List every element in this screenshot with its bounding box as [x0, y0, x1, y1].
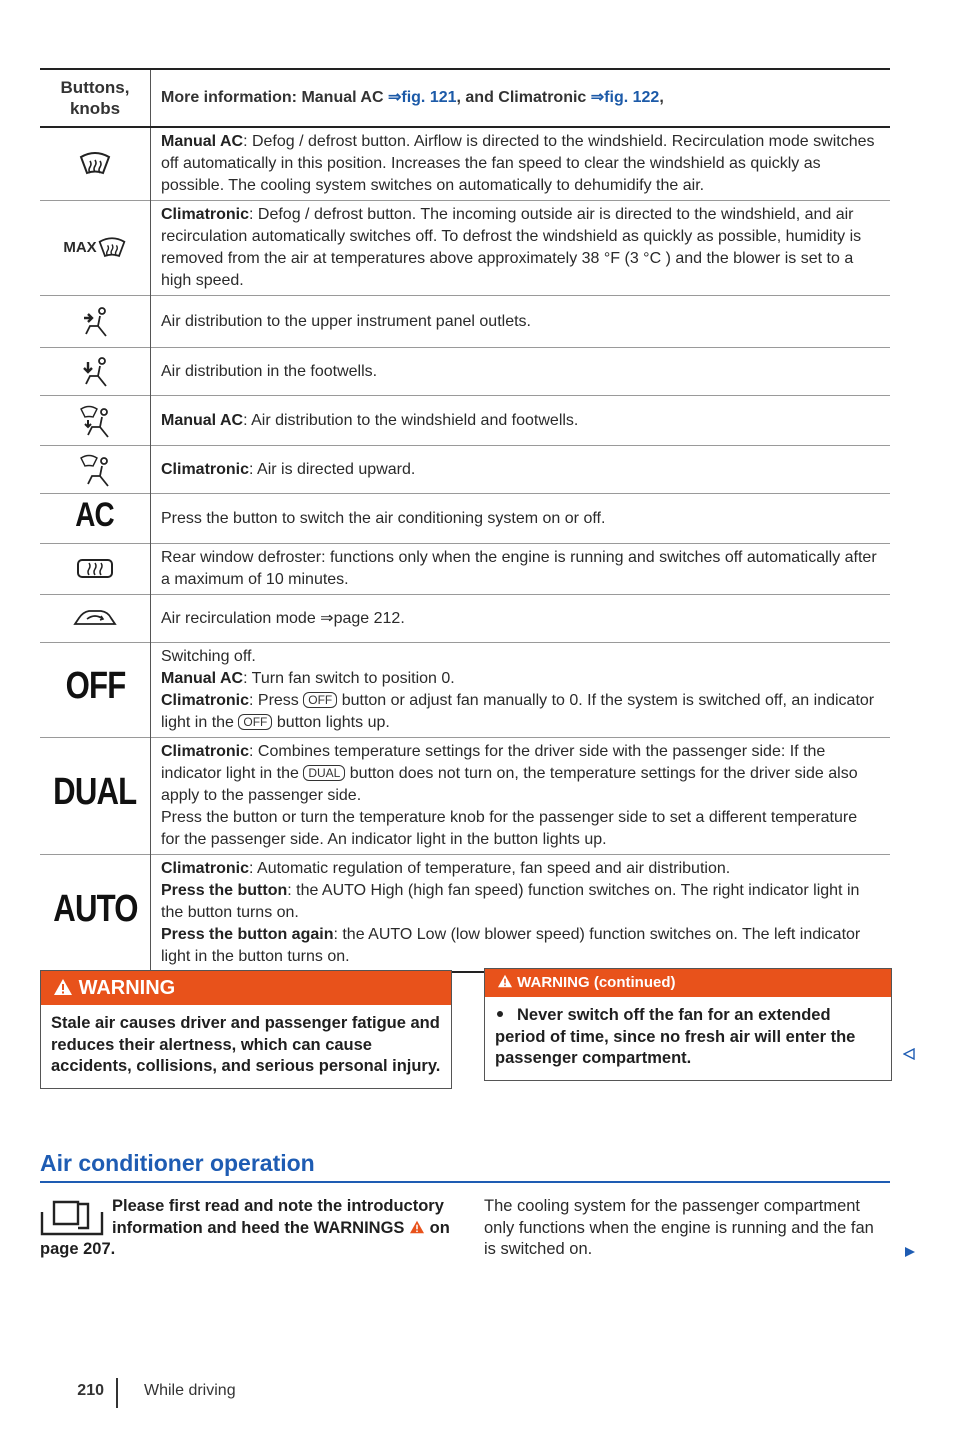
max-defrost-icon [97, 236, 127, 260]
row-description: : Air distribution to the windshield and footwells. [243, 411, 579, 429]
row-text [151, 595, 891, 643]
table-row [40, 494, 890, 544]
auto-text-1: : Automatic regulation of temperature, fan speed and air distribution. [249, 860, 731, 877]
symbol-cell [40, 855, 151, 973]
symbol-cell [40, 643, 151, 738]
air-upward-icon [78, 453, 112, 487]
row-description: : Air is directed upward. [249, 460, 416, 478]
symbol-cell [40, 127, 151, 201]
off-key-label-2: OFF [238, 714, 272, 730]
controls-table [40, 68, 890, 973]
warning-continued-box [484, 968, 892, 1081]
air-upper-outlets-icon [78, 306, 112, 338]
air-footwell-icon [78, 356, 112, 388]
table-row [40, 396, 890, 446]
symbol-cell [40, 348, 151, 396]
row-description: Press the button to switch the air conditioning system on or off. [161, 509, 606, 527]
symbol-cell [40, 296, 151, 348]
warning-triangle-icon [497, 974, 513, 988]
table-row [40, 643, 890, 738]
symbol-cell [40, 738, 151, 855]
row-text [151, 127, 891, 201]
header-buttons-knobs [40, 69, 151, 127]
off-line3b: button or adjust fan manually to 0. If the system is switched off, an indicator light in the [161, 692, 875, 731]
warning-title: WARNING [78, 977, 176, 999]
section-title: Air conditioner operation [40, 1150, 890, 1183]
row-text [151, 738, 891, 855]
ac-symbol: AC [75, 496, 115, 534]
warning-box [40, 970, 452, 1089]
max-label: MAX [63, 239, 97, 256]
row-text [151, 201, 891, 296]
dual-text-b: button does not turn on, the temperature settings for the driver side also apply to the passenger side. [161, 765, 858, 804]
warning-body: Stale air causes driver and passenger fatigue and reduces their alertness, which can cause accidents, collisions, and serious personal injury. [51, 1014, 441, 1075]
table-row [40, 738, 890, 855]
row-bold-label: Climatronic [161, 460, 250, 478]
row-bold-label: Climatronic [161, 743, 250, 760]
row-bold-label: Press the button again [161, 926, 334, 943]
header-more-info [151, 69, 891, 127]
continue-arrow-icon [904, 1246, 916, 1258]
auto-text-3: : the AUTO Low (low blower speed) function switches on. The left indicator light in the button turns on. [161, 926, 861, 965]
air-recirculation-icon [71, 607, 119, 629]
dual-key-label: DUAL [303, 765, 345, 781]
symbol-cell [40, 544, 151, 595]
row-bold-label: Manual AC [161, 670, 244, 687]
off-line3a: : Press [249, 692, 304, 709]
table-row [40, 296, 890, 348]
header-and-text: , and Climatronic [456, 89, 591, 106]
row-description: Air distribution in the footwells. [161, 362, 378, 380]
row-bold-label: Climatronic [161, 206, 250, 223]
row-text [151, 446, 891, 494]
symbol-cell [40, 595, 151, 643]
windshield-defrost-icon [78, 151, 112, 177]
fig-122-link[interactable]: ⇒fig. 122 [590, 89, 660, 106]
dual-text-2: Press the button or turn the temperature knob for the passenger side to set a different temperature for the passenger side. An indicator light in the button lights up. [161, 809, 858, 848]
symbol-cell [40, 396, 151, 446]
row-text [151, 544, 891, 595]
air-windshield-footwell-icon [78, 404, 112, 438]
row-text [151, 643, 891, 738]
auto-text-2: : the AUTO High (high fan speed) function switches on. The right indicator light in the button turns on. [161, 882, 860, 921]
row-bold-label: Manual AC [161, 411, 244, 429]
row-bold-label: Climatronic [161, 692, 250, 709]
intro-note [40, 1196, 450, 1261]
row-text [151, 855, 891, 973]
warning-continued-title: WARNING (continued) [517, 974, 676, 991]
header-label-line1: Buttons, [60, 78, 130, 97]
fig-121-link[interactable]: ⇒fig. 121 [387, 89, 457, 106]
header-tail: , [659, 89, 664, 106]
header-more-text: More information: Manual AC [161, 89, 388, 106]
row-description: Air recirculation mode ⇒page 212. [161, 609, 405, 627]
bullet-icon [497, 1011, 503, 1017]
row-description: Air distribution to the upper instrument panel outlets. [161, 312, 531, 330]
section-end-triangle-icon [903, 1048, 915, 1060]
warning-triangle-icon [53, 978, 73, 996]
footer-section-name: While driving [144, 1382, 236, 1399]
table-row [40, 446, 890, 494]
header-label-line2: knobs [69, 99, 121, 118]
row-text [151, 348, 891, 396]
symbol-cell [40, 494, 151, 544]
warning-continued-header [485, 969, 891, 997]
warning-continued-body [485, 997, 891, 1080]
row-text [151, 494, 891, 544]
table-row [40, 544, 890, 595]
symbol-cell [40, 446, 151, 494]
row-text [151, 396, 891, 446]
intro-text: Please first read and note the introductory information and heed the WARNINGS [112, 1197, 444, 1237]
row-description: : Defog / defrost button. The incoming outside air is directed to the windshield, and air recirculation automatically switches off. To defrost the windshield as quickly as possible, humidity is removed from the air at temperatures above approximately 38 °F (3 °C ) and the blower is set to a high speed. [161, 206, 862, 289]
row-bold-label: Press the button [161, 882, 288, 899]
off-line3c: button lights up. [272, 714, 390, 731]
rear-defroster-icon [76, 558, 114, 580]
symbol-cell [40, 201, 151, 296]
dual-text-a: : Combines temperature settings for the driver side with the passenger side: If the indicator light in the [161, 743, 826, 782]
warning-bullet-text: Never switch off the fan for an extended period of time, since no fresh air will enter the passenger compartment. [495, 1006, 856, 1067]
table-row [40, 127, 890, 201]
auto-symbol: AUTO [52, 888, 138, 930]
off-line2: : Turn fan switch to position 0. [243, 670, 455, 687]
footer-divider [116, 1378, 118, 1408]
off-line1: Switching off. [161, 648, 256, 665]
table-row [40, 855, 890, 973]
off-key-label: OFF [303, 692, 337, 708]
row-description: Rear window defroster: functions only when the engine is running and switches off automatically after a maximum of 10 minutes. [161, 549, 877, 588]
warning-header [41, 971, 451, 1005]
row-description: : Defog / defrost button. Airflow is directed to the windshield. Recirculation mode switches off automatically in this position. Increases the fan speed to clear the windshield as quickly as possible. The cooling system switches on automatically to dehumidify the air. [161, 133, 875, 194]
page-number: 210 [77, 1382, 104, 1399]
table-row [40, 201, 890, 296]
section-body: The cooling system for the passenger compartment only functions when the engine is running and the fan is switched on. [484, 1197, 874, 1258]
row-bold-label: Manual AC [161, 133, 244, 150]
off-symbol: OFF [65, 665, 125, 707]
dual-symbol: DUAL [53, 771, 137, 813]
table-header-row [40, 69, 890, 127]
table-row [40, 595, 890, 643]
row-bold-label: Climatronic [161, 860, 250, 877]
row-text [151, 296, 891, 348]
table-row [40, 348, 890, 396]
warning-triangle-icon [409, 1220, 425, 1234]
book-icon [40, 1198, 104, 1238]
intro-tail: on page 207. [40, 1218, 450, 1258]
